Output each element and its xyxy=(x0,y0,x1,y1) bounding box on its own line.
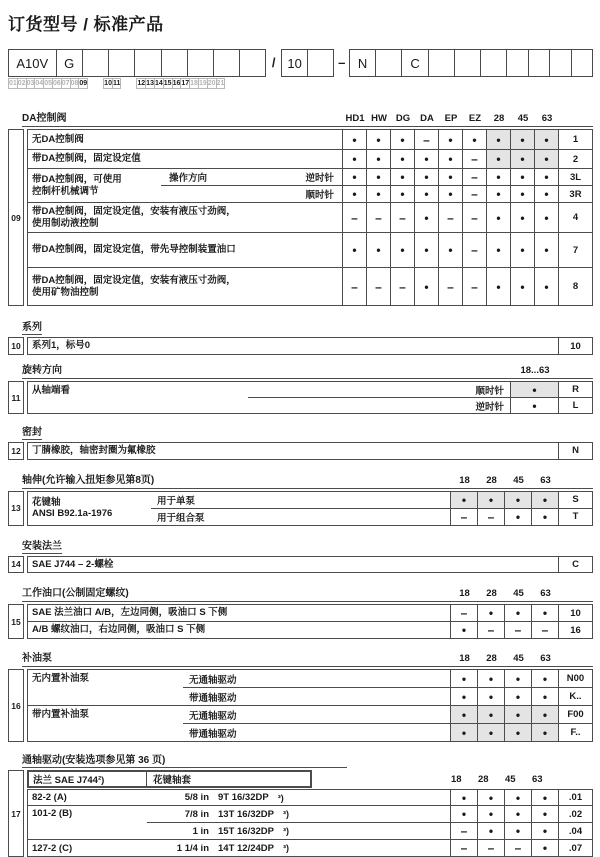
flange-cell: 101-2 (B) xyxy=(32,808,73,819)
avail-cell: – xyxy=(366,203,390,232)
model-code-box: 10 xyxy=(281,49,308,77)
avail-cell: • xyxy=(477,724,504,741)
code-cell: .02 xyxy=(558,806,592,822)
avail-cell: • xyxy=(534,169,558,185)
avail-cell: • xyxy=(504,670,531,687)
avail-cell: • xyxy=(477,706,504,723)
avail-cell: • xyxy=(486,268,510,305)
position-number: 04 xyxy=(35,80,44,87)
section-header xyxy=(22,649,593,667)
avail-cell: • xyxy=(486,186,510,202)
code-cell: N xyxy=(558,443,592,459)
section-flange xyxy=(8,536,593,574)
position-number-gap xyxy=(120,78,137,87)
code-cell: 7 xyxy=(558,233,592,267)
avail-cell: • xyxy=(531,605,558,621)
section-series xyxy=(8,317,593,355)
column-header: 63 xyxy=(540,474,551,486)
column-header: 18 xyxy=(459,653,470,664)
group-row xyxy=(28,805,592,839)
avail-cell: • xyxy=(510,268,534,305)
avail-cell: • xyxy=(477,492,504,508)
avail-cell: • xyxy=(534,268,558,305)
avail-cell: – xyxy=(462,169,486,185)
avail-cell: • xyxy=(390,169,414,185)
sub-row: 无通轴驱动 • • • • F00 xyxy=(183,706,592,723)
column-header: 28 xyxy=(478,773,489,785)
avail-cell: • xyxy=(510,186,534,202)
avail-cell: – xyxy=(462,233,486,267)
avail-cell: • xyxy=(450,670,477,687)
position-index: 16 xyxy=(8,669,24,742)
position-number: 06 xyxy=(52,80,61,87)
avail-cell: • xyxy=(504,724,531,741)
code-cell: 1 xyxy=(558,130,592,149)
section-title: 通轴驱动(安装选项参见第 36 页) xyxy=(22,751,347,768)
column-header: 63 xyxy=(540,588,551,599)
position-number: 15 xyxy=(163,80,172,87)
model-code-separator: / xyxy=(271,54,276,70)
avail-cell: • xyxy=(534,186,558,202)
position-number: 03 xyxy=(26,80,35,87)
avail-cell: • xyxy=(414,150,438,168)
avail-cell: • xyxy=(531,840,558,856)
avail-cell: • xyxy=(477,790,504,805)
section-shaft xyxy=(8,471,593,526)
table-row xyxy=(28,790,592,805)
page-title: 订货型号 / 标准产品 xyxy=(8,15,164,34)
table-row: SAE 法兰油口 A/B，左边同侧，吸油口 S 下侧 – • • • 10 xyxy=(28,605,592,621)
position-index: 14 xyxy=(8,556,24,574)
model-code-box xyxy=(307,49,334,77)
avail-cell: • xyxy=(450,724,477,741)
spline-spec: 5/8 in 9T 16/32DP ³) xyxy=(184,792,284,803)
avail-cell: • xyxy=(531,806,558,822)
avail-cell: • xyxy=(366,169,390,185)
section-title: DA控制阀 xyxy=(22,113,67,124)
section-rotation xyxy=(8,361,593,414)
table-row: 从轴端看 顺时针 • R 逆时针 • L xyxy=(28,382,592,413)
avail-cell: – xyxy=(342,203,366,232)
column-header: EZ xyxy=(468,113,482,124)
through-drive-header-box xyxy=(27,770,312,788)
column-header: DA xyxy=(420,113,434,124)
section-boost-pump xyxy=(8,649,593,742)
avail-cell: – xyxy=(450,840,477,856)
flange-cell: 127-2 (C) xyxy=(32,842,73,854)
avail-cell: • xyxy=(531,670,558,687)
avail-cell: • xyxy=(450,806,477,822)
section-through-drive xyxy=(8,750,593,857)
avail-cell: – xyxy=(366,268,390,305)
avail-cell: • xyxy=(342,186,366,202)
model-code-box xyxy=(108,49,135,77)
position-number: 19 xyxy=(198,80,207,87)
avail-cell: • xyxy=(510,398,558,413)
avail-cell: • xyxy=(366,233,390,267)
column-header: DG xyxy=(395,113,411,124)
avail-cell: – xyxy=(438,268,462,305)
avail-cell: • xyxy=(510,233,534,267)
spline-spec: 1 1/4 in 14T 12/24DP ³) xyxy=(176,842,289,854)
column-header: 28 xyxy=(493,113,505,124)
position-index: 17 xyxy=(8,770,24,857)
avail-cell: • xyxy=(342,130,366,149)
avail-cell: • xyxy=(462,130,486,149)
code-cell: T xyxy=(558,509,592,525)
avail-cell: – xyxy=(390,203,414,232)
avail-cell: • xyxy=(438,130,462,149)
avail-cell: • xyxy=(450,706,477,723)
code-cell: .07 xyxy=(558,840,592,856)
section-seals xyxy=(8,422,593,460)
avail-cell: • xyxy=(531,492,558,508)
avail-cell: • xyxy=(486,130,510,149)
section-title: 密封 xyxy=(22,423,42,440)
avail-cell: • xyxy=(438,186,462,202)
avail-cell: • xyxy=(504,706,531,723)
avail-cell: • xyxy=(504,790,531,805)
flange-cell: 82-2 (A) xyxy=(32,792,67,803)
code-cell: 2 xyxy=(558,150,592,168)
avail-cell: – xyxy=(462,186,486,202)
code-cell: .04 xyxy=(558,823,592,839)
model-code-box xyxy=(571,49,593,77)
avail-cell: • xyxy=(486,150,510,168)
code-cell: 10 xyxy=(558,605,592,621)
section-header xyxy=(22,584,593,602)
table-row: 系列1，标号0 10 xyxy=(28,338,592,354)
position-number: 09 xyxy=(79,80,88,87)
avail-cell: • xyxy=(450,688,477,705)
sub-row: 带通轴驱动 • • • • K.. xyxy=(183,687,592,705)
avail-cell: • xyxy=(510,150,534,168)
footnote-mark: ³) xyxy=(282,843,289,853)
footnote-mark: ³) xyxy=(282,826,289,836)
position-number: 05 xyxy=(44,80,52,87)
avail-cell: • xyxy=(504,509,531,525)
section-header xyxy=(22,109,593,127)
model-code-separator: – xyxy=(338,54,346,70)
avail-cell: • xyxy=(390,150,414,168)
avail-cell: • xyxy=(534,150,558,168)
avail-cell: – xyxy=(531,622,558,638)
avail-cell: • xyxy=(531,724,558,741)
code-cell: 16 xyxy=(558,622,592,638)
avail-cell: • xyxy=(390,186,414,202)
avail-cell: • xyxy=(510,130,534,149)
avail-cell: • xyxy=(477,806,504,822)
section-title: 补油泵 xyxy=(22,653,52,664)
section-title: 系列 xyxy=(22,318,42,335)
model-code-box xyxy=(134,49,161,77)
column-header: HD1 xyxy=(345,113,365,124)
avail-cell: • xyxy=(531,790,558,805)
avail-cell: • xyxy=(510,169,534,185)
column-header: 45 xyxy=(513,474,524,486)
column-header: 45 xyxy=(505,773,516,785)
flange-header: 法兰 SAE J744²) xyxy=(29,772,147,786)
avail-cell: – xyxy=(414,130,438,149)
code-cell: N00 xyxy=(558,670,592,687)
avail-cell: • xyxy=(414,203,438,232)
avail-cell: • xyxy=(534,203,558,232)
sub-row: 用于组合泵 – – • • T xyxy=(151,508,592,525)
position-index: 13 xyxy=(8,491,24,526)
through-drive-header-row xyxy=(27,770,593,788)
model-code-row xyxy=(8,49,593,77)
group-row: 无内置补油泵 无通轴驱动 • • • • N00 带通轴驱动 • • • • K.. xyxy=(28,670,592,705)
section-ports xyxy=(8,584,593,639)
model-code-box: A10V xyxy=(8,49,57,77)
code-cell: 3R xyxy=(558,186,592,202)
spline-spec: 7/8 in 13T 16/32DP ³) xyxy=(184,808,289,820)
column-header: 45 xyxy=(513,653,524,664)
column-header: 63 xyxy=(541,113,553,124)
position-number: 16 xyxy=(172,80,181,87)
code-cell: L xyxy=(558,398,592,413)
position-number: 10 xyxy=(104,80,112,87)
position-number: 18 xyxy=(190,80,198,87)
model-code-box xyxy=(454,49,481,77)
avail-cell: – xyxy=(462,268,486,305)
column-header: 28 xyxy=(486,474,497,486)
section-title: 工作油口(公制固定螺纹) xyxy=(22,588,129,599)
avail-cell: • xyxy=(414,233,438,267)
table-row: 带DA控制阀，固定设定值，带先导控制装置油口 • • • • • – • • • 7 xyxy=(28,232,592,267)
model-code-box xyxy=(506,49,528,77)
avail-cell: • xyxy=(366,150,390,168)
section-title: 旋转方向 xyxy=(22,365,62,376)
model-code-box xyxy=(213,49,240,77)
avail-cell: • xyxy=(477,823,504,839)
da-valve-table xyxy=(27,129,593,306)
avail-cell: • xyxy=(504,823,531,839)
column-header: 18 xyxy=(459,588,470,599)
section-title: 轴伸(允许输入扭矩参见第8页) xyxy=(22,474,155,486)
column-header: EP xyxy=(444,113,458,124)
avail-cell: • xyxy=(531,706,558,723)
position-number: 20 xyxy=(207,80,216,87)
code-cell: F00 xyxy=(558,706,592,723)
avail-cell: • xyxy=(486,203,510,232)
position-index: 15 xyxy=(8,604,24,639)
code-cell: .01 xyxy=(558,790,592,805)
avail-cell: • xyxy=(438,169,462,185)
avail-cell: • xyxy=(390,233,414,267)
avail-cell: – xyxy=(462,150,486,168)
avail-cell: • xyxy=(477,670,504,687)
column-header: 18 xyxy=(459,474,470,486)
code-cell: 10 xyxy=(558,338,592,354)
section-header xyxy=(22,471,593,489)
position-number: 08 xyxy=(70,80,79,87)
avail-cell: – xyxy=(504,840,531,856)
avail-cell: • xyxy=(486,169,510,185)
spline-spec: 1 in 15T 16/32DP ³) xyxy=(192,825,289,837)
table-row: 带DA控制阀，固定设定值，安装有液压寸劲阀， 使用矿物油控制 – – – • – – • • • 8 xyxy=(28,267,592,305)
avail-cell: – xyxy=(450,509,477,525)
avail-cell: • xyxy=(504,688,531,705)
sub-row: 无通轴驱动 • • • • N00 xyxy=(183,670,592,687)
avail-cell: – xyxy=(390,268,414,305)
model-code-box xyxy=(528,49,550,77)
model-code-box: C xyxy=(401,49,428,77)
sub-row: 顺时针 • R xyxy=(248,382,592,397)
position-index: 11 xyxy=(8,381,24,414)
avail-cell: • xyxy=(438,233,462,267)
avail-cell: • xyxy=(450,622,477,638)
position-index: 12 xyxy=(8,442,24,460)
avail-cell: – xyxy=(342,268,366,305)
avail-cell: – xyxy=(462,203,486,232)
avail-cell: • xyxy=(366,186,390,202)
avail-cell: • xyxy=(342,233,366,267)
avail-cell: • xyxy=(486,233,510,267)
position-number-gap xyxy=(87,78,104,87)
code-cell: C xyxy=(558,557,592,573)
table-row: SAE J744 – 2-螺栓 C xyxy=(28,557,592,573)
avail-cell: • xyxy=(531,823,558,839)
column-header: 63 xyxy=(540,653,551,664)
code-cell: K.. xyxy=(558,688,592,705)
table-row xyxy=(28,839,592,856)
code-cell: R xyxy=(558,382,592,397)
code-cell: S xyxy=(558,492,592,508)
code-cell: 8 xyxy=(558,268,592,305)
avail-cell: – xyxy=(450,823,477,839)
model-code-position-numbers xyxy=(8,78,593,89)
column-header: 28 xyxy=(486,653,497,664)
avail-cell: • xyxy=(414,169,438,185)
avail-cell: • xyxy=(531,509,558,525)
avail-cell: • xyxy=(504,806,531,822)
code-cell: 4 xyxy=(558,203,592,232)
avail-cell: • xyxy=(342,169,366,185)
avail-cell: • xyxy=(438,150,462,168)
position-number: 12 xyxy=(137,80,146,87)
column-header: 63 xyxy=(532,773,543,785)
model-code-box xyxy=(549,49,571,77)
model-code-box xyxy=(187,49,214,77)
section-title: 安装法兰 xyxy=(22,537,62,554)
model-code-box: G xyxy=(56,49,83,77)
column-header: 28 xyxy=(486,588,497,599)
spline-hub-header: 花键轴套 xyxy=(153,775,192,786)
avail-cell: • xyxy=(450,492,477,508)
avail-cell: • xyxy=(342,150,366,168)
section-da-control-valve xyxy=(8,109,593,306)
avail-cell: • xyxy=(531,688,558,705)
avail-cell: • xyxy=(510,382,558,397)
column-header: HW xyxy=(371,113,387,124)
position-index: 09 xyxy=(8,129,24,306)
sub-row xyxy=(147,806,592,822)
code-cell: 3L xyxy=(558,169,592,185)
avail-cell: • xyxy=(534,233,558,267)
avail-cell: • xyxy=(504,605,531,621)
sub-row: 顺时针 • • • • • – • • • 3R xyxy=(161,185,592,202)
table-row: 花键轴 ANSI B92.1a-1976 用于单泵 • • • • S 用于组合泵 – – • • T xyxy=(28,492,592,525)
avail-cell: • xyxy=(534,130,558,149)
model-code-box xyxy=(428,49,455,77)
avail-cell: – xyxy=(504,622,531,638)
avail-cell: • xyxy=(477,605,504,621)
footnote-mark: ³) xyxy=(282,809,289,819)
avail-cell: • xyxy=(414,268,438,305)
position-number: 11 xyxy=(112,80,121,87)
table-row: 带DA控制阀，固定设定值，安装有液压寸劲阀， 使用制动液控制 – – – • – – • • • 4 xyxy=(28,202,592,232)
sub-row xyxy=(147,822,592,839)
position-number: 01 xyxy=(9,80,17,87)
avail-cell: – xyxy=(477,840,504,856)
position-index: 10 xyxy=(8,337,24,355)
avail-cell: • xyxy=(390,130,414,149)
avail-cell: • xyxy=(450,790,477,805)
column-header: 45 xyxy=(517,113,529,124)
model-code-box xyxy=(375,49,402,77)
position-number: 13 xyxy=(146,80,154,87)
avail-cell: – xyxy=(477,622,504,638)
avail-cell: – xyxy=(450,605,477,621)
model-code-box: N xyxy=(349,49,376,77)
avail-cell: • xyxy=(510,203,534,232)
position-number: 07 xyxy=(61,80,70,87)
avail-cell: – xyxy=(477,509,504,525)
table-row: 无DA控制阀 • • • – • • • • • 1 xyxy=(28,130,592,149)
avail-cell: – xyxy=(438,203,462,232)
column-header: 18...63 xyxy=(520,365,550,376)
model-code-box xyxy=(82,49,109,77)
sub-row: 用于单泵 • • • • S xyxy=(151,492,592,508)
model-code-box xyxy=(239,49,266,77)
footnote-mark: ³) xyxy=(277,792,284,803)
table-row: 带DA控制阀，固定设定值 • • • • • – • • • 2 xyxy=(28,149,592,168)
section-header xyxy=(22,361,593,379)
avail-cell: • xyxy=(477,688,504,705)
model-code-box xyxy=(161,49,188,77)
avail-cell: • xyxy=(504,492,531,508)
position-number: 17 xyxy=(181,80,190,87)
avail-cell: • xyxy=(414,186,438,202)
group-row: 带内置补油泵 无通轴驱动 • • • • F00 带通轴驱动 • • • • F.. xyxy=(28,705,592,741)
sub-row: 带通轴驱动 • • • • F.. xyxy=(183,723,592,741)
table-row: 带DA控制阀，可使用 控制杆机械调节 操作方向 逆时针 • • • • • – • • • 3L 顺时针 • • • • • – • • • 3R xyxy=(28,168,592,202)
table-row: 丁腈橡胶，轴密封圈为氟橡胶 N xyxy=(28,443,592,459)
code-cell: F.. xyxy=(558,724,592,741)
avail-cell: • xyxy=(366,130,390,149)
position-number: 14 xyxy=(154,80,163,87)
position-number: 21 xyxy=(216,80,225,87)
sub-row: 操作方向 逆时针 • • • • • – • • • 3L xyxy=(161,169,592,185)
column-header: 45 xyxy=(513,588,524,599)
model-code-box xyxy=(480,49,507,77)
sub-row: 逆时针 • L xyxy=(248,397,592,413)
table-row: A/B 螺纹油口，右边同侧，吸油口 S 下侧 • – – – 16 xyxy=(28,621,592,638)
column-header: 18 xyxy=(451,773,462,785)
position-number: 02 xyxy=(17,80,26,87)
